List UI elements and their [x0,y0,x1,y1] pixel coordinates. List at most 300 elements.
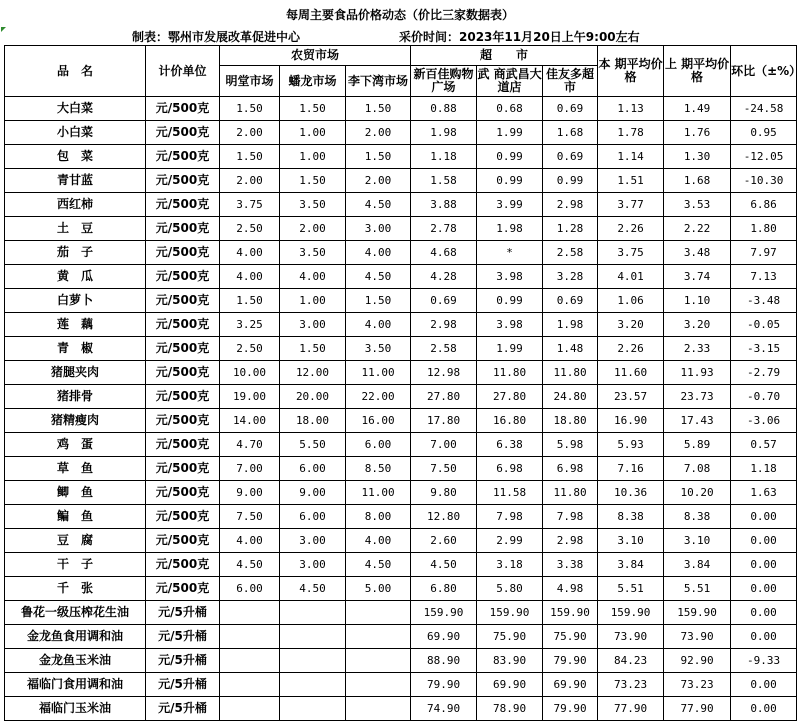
super-2-price-cell: 1.99 [477,337,543,361]
super-1-price-cell: 1.18 [411,145,477,169]
last-average-cell: 77.90 [664,697,731,721]
table-row [5,289,797,313]
super-3-price-cell: 2.58 [543,241,598,265]
market-2-price-cell [280,625,346,649]
super-3-price-cell: 159.90 [543,601,598,625]
item-name-cell: 鸡 蛋 [5,433,146,457]
last-average-cell: 23.73 [664,385,731,409]
last-average-cell: 1.30 [664,145,731,169]
item-name-cell: 黄 瓜 [5,265,146,289]
super-1-price-cell: 27.80 [411,385,477,409]
current-average-cell: 3.75 [598,241,664,265]
table-row [5,169,797,193]
last-average-cell: 3.10 [664,529,731,553]
market-3-price-cell: 2.00 [346,121,411,145]
super-1-price-cell: 1.58 [411,169,477,193]
market-1-price-cell: 3.75 [220,193,280,217]
last-average-cell: 73.23 [664,673,731,697]
change-percent-cell: -9.33 [731,649,797,673]
market-2-price-cell: 4.50 [280,577,346,601]
last-average-cell: 1.68 [664,169,731,193]
market-1-price-cell: 2.00 [220,121,280,145]
super-1-price-cell: 74.90 [411,697,477,721]
super-2-price-cell: 0.99 [477,289,543,313]
current-average-cell: 84.23 [598,649,664,673]
super-2-price-cell: 3.99 [477,193,543,217]
market-2-price-cell: 1.00 [280,289,346,313]
table-row [5,121,797,145]
item-name-cell: 青 椒 [5,337,146,361]
last-average-cell: 10.20 [664,481,731,505]
unit-cell: 元/500克 [146,577,220,601]
unit-cell: 元/5升桶 [146,625,220,649]
super-3-price-cell: 2.98 [543,193,598,217]
unit-cell: 元/500克 [146,505,220,529]
market-3-price-cell: 8.50 [346,457,411,481]
market-1-price-cell: 2.50 [220,337,280,361]
current-average-cell: 1.78 [598,121,664,145]
super-3-price-cell: 11.80 [543,361,598,385]
unit-cell: 元/500克 [146,313,220,337]
table-row [5,577,797,601]
super-1-price-cell: 17.80 [411,409,477,433]
unit-cell: 元/500克 [146,145,220,169]
col-header-market-3: 李下湾市场 [346,66,411,97]
super-1-price-cell: 88.90 [411,649,477,673]
market-1-price-cell [220,625,280,649]
unit-cell: 元/500克 [146,457,220,481]
super-2-price-cell: 11.80 [477,361,543,385]
market-1-price-cell: 4.70 [220,433,280,457]
current-average-cell: 1.14 [598,145,664,169]
change-percent-cell: 1.80 [731,217,797,241]
current-average-cell: 7.16 [598,457,664,481]
unit-cell: 元/500克 [146,169,220,193]
item-name-cell: 猪精瘦肉 [5,409,146,433]
table-row [5,433,797,457]
market-2-price-cell [280,601,346,625]
unit-cell: 元/500克 [146,361,220,385]
market-3-price-cell: 4.00 [346,241,411,265]
market-3-price-cell [346,649,411,673]
item-name-cell: 猪腿夹肉 [5,361,146,385]
super-2-price-cell: 27.80 [477,385,543,409]
market-1-price-cell: 2.00 [220,169,280,193]
table-row [5,409,797,433]
change-percent-cell: 0.57 [731,433,797,457]
super-1-price-cell: 69.90 [411,625,477,649]
unit-cell: 元/500克 [146,433,220,457]
change-percent-cell: -2.79 [731,361,797,385]
unit-cell: 元/500克 [146,97,220,121]
unit-cell: 元/500克 [146,121,220,145]
super-3-price-cell: 69.90 [543,673,598,697]
current-average-cell: 3.77 [598,193,664,217]
last-average-cell: 7.08 [664,457,731,481]
super-2-price-cell: 1.98 [477,217,543,241]
market-3-price-cell: 11.00 [346,361,411,385]
item-name-cell: 莲 藕 [5,313,146,337]
change-percent-cell: -3.48 [731,289,797,313]
table-row [5,505,797,529]
super-3-price-cell: 0.69 [543,145,598,169]
super-2-price-cell: 16.80 [477,409,543,433]
market-1-price-cell: 7.50 [220,505,280,529]
market-3-price-cell [346,601,411,625]
market-3-price-cell: 4.50 [346,265,411,289]
market-2-price-cell: 20.00 [280,385,346,409]
market-2-price-cell: 3.00 [280,553,346,577]
super-1-price-cell: 2.78 [411,217,477,241]
super-2-price-cell: 83.90 [477,649,543,673]
market-1-price-cell: 6.00 [220,577,280,601]
col-header-current-average: 本 期平均价格 [598,46,664,97]
unit-cell: 元/500克 [146,529,220,553]
last-average-cell: 92.90 [664,649,731,673]
current-average-cell: 1.13 [598,97,664,121]
collect-time-label: 采价时间：2023年11月20日上午9:00左右 [399,30,640,44]
col-header-super-3: 佳友多超 市 [543,66,598,97]
table-row [5,265,797,289]
table-row [5,457,797,481]
col-header-change: 环比（±%） [731,46,797,97]
super-3-price-cell: 3.28 [543,265,598,289]
current-average-cell: 16.90 [598,409,664,433]
change-percent-cell: -12.05 [731,145,797,169]
super-1-price-cell: 7.00 [411,433,477,457]
super-1-price-cell: 2.98 [411,313,477,337]
super-3-price-cell: 0.69 [543,289,598,313]
market-2-price-cell: 2.00 [280,217,346,241]
market-1-price-cell [220,649,280,673]
unit-cell: 元/5升桶 [146,601,220,625]
current-average-cell: 2.26 [598,217,664,241]
last-average-cell: 3.74 [664,265,731,289]
market-2-price-cell: 3.50 [280,241,346,265]
market-3-price-cell: 1.50 [346,289,411,313]
market-1-price-cell: 2.50 [220,217,280,241]
item-name-cell: 干 子 [5,553,146,577]
super-3-price-cell: 75.90 [543,625,598,649]
market-1-price-cell: 14.00 [220,409,280,433]
market-3-price-cell [346,673,411,697]
current-average-cell: 77.90 [598,697,664,721]
super-1-price-cell: 4.28 [411,265,477,289]
table-row [5,481,797,505]
table-row [5,241,797,265]
table-row [5,97,797,121]
change-percent-cell: -3.06 [731,409,797,433]
current-average-cell: 23.57 [598,385,664,409]
maker-label: 制表：鄂州市发展改革促进中心 [132,30,301,44]
market-2-price-cell: 18.00 [280,409,346,433]
market-2-price-cell [280,697,346,721]
col-header-last-average: 上 期平均价格 [664,46,731,97]
unit-cell: 元/5升桶 [146,649,220,673]
change-percent-cell: 1.18 [731,457,797,481]
item-name-cell: 猪排骨 [5,385,146,409]
super-1-price-cell: 9.80 [411,481,477,505]
super-2-price-cell: 1.99 [477,121,543,145]
change-percent-cell: 0.00 [731,625,797,649]
market-2-price-cell: 4.00 [280,265,346,289]
item-name-cell: 茄 子 [5,241,146,265]
super-1-price-cell: 6.80 [411,577,477,601]
super-3-price-cell: 4.98 [543,577,598,601]
market-2-price-cell: 6.00 [280,457,346,481]
market-2-price-cell: 6.00 [280,505,346,529]
unit-cell: 元/500克 [146,553,220,577]
unit-cell: 元/500克 [146,481,220,505]
last-average-cell: 11.93 [664,361,731,385]
col-header-market-1: 明堂市场 [220,66,280,97]
last-average-cell: 1.76 [664,121,731,145]
super-3-price-cell: 7.98 [543,505,598,529]
current-average-cell: 159.90 [598,601,664,625]
super-1-price-cell: 4.68 [411,241,477,265]
super-2-price-cell: 0.99 [477,145,543,169]
item-name-cell: 西红柿 [5,193,146,217]
last-average-cell: 5.51 [664,577,731,601]
last-average-cell: 3.20 [664,313,731,337]
change-percent-cell: 7.97 [731,241,797,265]
market-3-price-cell: 4.50 [346,193,411,217]
current-average-cell: 2.26 [598,337,664,361]
item-name-cell: 福临门玉米油 [5,697,146,721]
change-percent-cell: 6.86 [731,193,797,217]
last-average-cell: 17.43 [664,409,731,433]
table-row [5,385,797,409]
super-3-price-cell: 11.80 [543,481,598,505]
table-row [5,337,797,361]
item-name-cell: 草 鱼 [5,457,146,481]
unit-cell: 元/500克 [146,385,220,409]
unit-cell: 元/500克 [146,337,220,361]
super-3-price-cell: 18.80 [543,409,598,433]
item-name-cell: 鲁花一级压榨花生油 [5,601,146,625]
current-average-cell: 10.36 [598,481,664,505]
super-2-price-cell: * [477,241,543,265]
super-1-price-cell: 2.58 [411,337,477,361]
market-3-price-cell [346,697,411,721]
super-3-price-cell: 1.68 [543,121,598,145]
item-name-cell: 包 菜 [5,145,146,169]
table-row [5,625,797,649]
market-2-price-cell: 3.00 [280,529,346,553]
item-name-cell: 千 张 [5,577,146,601]
market-1-price-cell: 19.00 [220,385,280,409]
super-3-price-cell: 1.48 [543,337,598,361]
table-title: 每周主要食品价格动态（价比三家数据表） [285,8,514,22]
market-3-price-cell: 4.00 [346,529,411,553]
current-average-cell: 8.38 [598,505,664,529]
unit-cell: 元/500克 [146,265,220,289]
change-percent-cell: 0.00 [731,673,797,697]
market-3-price-cell [346,625,411,649]
current-average-cell: 5.93 [598,433,664,457]
item-name-cell: 金龙鱼食用调和油 [5,625,146,649]
super-1-price-cell: 12.80 [411,505,477,529]
market-1-price-cell: 4.50 [220,553,280,577]
unit-cell: 元/500克 [146,241,220,265]
col-header-super-2: 武 商武昌大道店 [477,66,543,97]
current-average-cell: 5.51 [598,577,664,601]
market-1-price-cell [220,673,280,697]
super-3-price-cell: 2.98 [543,529,598,553]
table-row [5,649,797,673]
col-header-name: 品 名 [5,46,146,97]
last-average-cell: 3.84 [664,553,731,577]
market-3-price-cell: 2.00 [346,169,411,193]
current-average-cell: 73.23 [598,673,664,697]
super-3-price-cell: 0.99 [543,169,598,193]
change-percent-cell: 0.00 [731,697,797,721]
change-percent-cell: -0.70 [731,385,797,409]
market-3-price-cell: 3.50 [346,337,411,361]
current-average-cell: 11.60 [598,361,664,385]
change-percent-cell: 0.00 [731,553,797,577]
last-average-cell: 1.49 [664,97,731,121]
super-3-price-cell: 6.98 [543,457,598,481]
market-2-price-cell [280,673,346,697]
market-2-price-cell: 5.50 [280,433,346,457]
super-1-price-cell: 7.50 [411,457,477,481]
market-3-price-cell: 4.00 [346,313,411,337]
market-3-price-cell: 1.50 [346,145,411,169]
super-1-price-cell: 0.88 [411,97,477,121]
market-2-price-cell: 9.00 [280,481,346,505]
super-2-price-cell: 0.68 [477,97,543,121]
item-name-cell: 鲫 鱼 [5,481,146,505]
col-header-super-1: 新百佳购物广场 [411,66,477,97]
market-1-price-cell: 4.00 [220,265,280,289]
super-1-price-cell: 159.90 [411,601,477,625]
super-3-price-cell: 79.90 [543,649,598,673]
super-2-price-cell: 69.90 [477,673,543,697]
current-average-cell: 73.90 [598,625,664,649]
market-2-price-cell: 1.50 [280,97,346,121]
market-1-price-cell: 10.00 [220,361,280,385]
super-1-price-cell: 4.50 [411,553,477,577]
market-1-price-cell: 4.00 [220,529,280,553]
table-row [5,529,797,553]
current-average-cell: 1.06 [598,289,664,313]
item-name-cell: 大白菜 [5,97,146,121]
market-3-price-cell: 5.00 [346,577,411,601]
super-2-price-cell: 2.99 [477,529,543,553]
price-table [4,45,801,721]
table-body [5,97,797,721]
market-2-price-cell: 3.50 [280,193,346,217]
super-1-price-cell: 0.69 [411,289,477,313]
super-2-price-cell: 11.58 [477,481,543,505]
super-2-price-cell: 159.90 [477,601,543,625]
unit-cell: 元/5升桶 [146,673,220,697]
last-average-cell: 2.22 [664,217,731,241]
current-average-cell: 4.01 [598,265,664,289]
current-average-cell: 3.84 [598,553,664,577]
last-average-cell: 1.10 [664,289,731,313]
unit-cell: 元/500克 [146,193,220,217]
change-percent-cell: 0.00 [731,601,797,625]
table-row [5,361,797,385]
market-2-price-cell: 1.00 [280,145,346,169]
unit-cell: 元/500克 [146,289,220,313]
super-1-price-cell: 2.60 [411,529,477,553]
item-name-cell: 鳊 鱼 [5,505,146,529]
market-1-price-cell: 7.00 [220,457,280,481]
super-2-price-cell: 3.98 [477,313,543,337]
change-percent-cell: 0.00 [731,505,797,529]
market-3-price-cell: 8.00 [346,505,411,529]
change-percent-cell: -0.05 [731,313,797,337]
super-1-price-cell: 79.90 [411,673,477,697]
super-3-price-cell: 24.80 [543,385,598,409]
table-row [5,601,797,625]
market-3-price-cell: 22.00 [346,385,411,409]
market-2-price-cell: 1.00 [280,121,346,145]
last-average-cell: 159.90 [664,601,731,625]
col-header-unit: 计价单位 [146,46,220,97]
last-average-cell: 73.90 [664,625,731,649]
super-2-price-cell: 5.80 [477,577,543,601]
market-1-price-cell: 4.00 [220,241,280,265]
change-percent-cell: -24.58 [731,97,797,121]
market-1-price-cell: 3.25 [220,313,280,337]
super-1-price-cell: 3.88 [411,193,477,217]
col-group-supermarkets: 超 市 [411,46,598,66]
change-percent-cell: 7.13 [731,265,797,289]
last-average-cell: 3.53 [664,193,731,217]
unit-cell: 元/500克 [146,217,220,241]
market-3-price-cell: 1.50 [346,97,411,121]
change-percent-cell: 0.00 [731,529,797,553]
item-name-cell: 白萝卜 [5,289,146,313]
market-2-price-cell: 1.50 [280,337,346,361]
unit-cell: 元/500克 [146,409,220,433]
super-3-price-cell: 5.98 [543,433,598,457]
market-3-price-cell: 3.00 [346,217,411,241]
super-2-price-cell: 0.99 [477,169,543,193]
super-1-price-cell: 1.98 [411,121,477,145]
super-3-price-cell: 1.28 [543,217,598,241]
item-name-cell: 土 豆 [5,217,146,241]
last-average-cell: 5.89 [664,433,731,457]
market-3-price-cell: 16.00 [346,409,411,433]
change-percent-cell: -3.15 [731,337,797,361]
market-2-price-cell: 3.00 [280,313,346,337]
col-group-farm-markets: 农贸市场 [220,46,411,66]
super-3-price-cell: 79.90 [543,697,598,721]
item-name-cell: 福临门食用调和油 [5,673,146,697]
change-percent-cell: 1.63 [731,481,797,505]
super-2-price-cell: 75.90 [477,625,543,649]
super-2-price-cell: 6.38 [477,433,543,457]
table-row [5,217,797,241]
market-2-price-cell: 1.50 [280,169,346,193]
item-name-cell: 青甘蓝 [5,169,146,193]
super-2-price-cell: 6.98 [477,457,543,481]
market-3-price-cell: 6.00 [346,433,411,457]
unit-cell: 元/5升桶 [146,697,220,721]
item-name-cell: 小白菜 [5,121,146,145]
last-average-cell: 3.48 [664,241,731,265]
market-3-price-cell: 11.00 [346,481,411,505]
market-1-price-cell: 1.50 [220,289,280,313]
last-average-cell: 8.38 [664,505,731,529]
super-2-price-cell: 3.98 [477,265,543,289]
change-percent-cell: 0.00 [731,577,797,601]
